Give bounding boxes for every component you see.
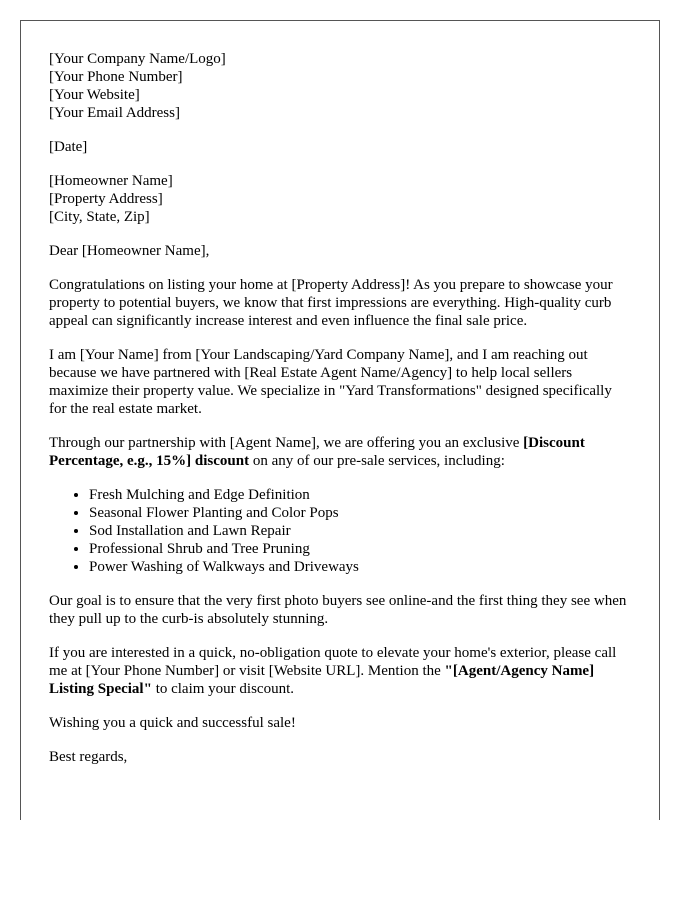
letter-page	[20, 20, 660, 820]
wish-paragraph: Wishing you a quick and successful sale!	[49, 715, 296, 731]
goal-paragraph: Our goal is to ensure that the very first photo buyers see online-and the first thing they see when they pull up to the curb-is absolutely stunning.	[49, 593, 627, 627]
closing: Best regards,	[49, 749, 128, 765]
intro-paragraph: Congratulations on listing your home at [Property Address]! As you prepare to showcase your property to potential buyers, we know that first impressions are everything. High-quality curb appeal can significantly increase interest and even influence the final sale price.	[49, 277, 613, 329]
cta-text-start: If you are interested in a quick, no-obligation quote to elevate your home's exterior, please call me at [Your Phone Number] or visit [Website URL]. Mention the	[49, 645, 617, 679]
service-item: • Sod Installation and Lawn Repair	[89, 522, 629, 540]
offer-text-end: on any of our pre-sale services, including:	[249, 453, 505, 469]
discount-highlight: [Discount Percentage, e.g., 15%] discount	[49, 435, 585, 469]
recipient-name: [Homeowner Name]	[49, 173, 173, 189]
listing-special-highlight: "[Agent/Agency Name] Listing Special"	[49, 663, 595, 697]
services-list	[49, 486, 629, 576]
sender-email: [Your Email Address]	[49, 105, 180, 121]
service-item: • Power Washing of Walkways and Driveways	[89, 558, 629, 576]
salutation: Dear [Homeowner Name],	[49, 243, 210, 259]
offer-text-start: Through our partnership with [Agent Name], we are offering you an exclusive	[49, 435, 524, 451]
service-item: • Professional Shrub and Tree Pruning	[89, 540, 629, 558]
recipient-city-state-zip: [City, State, Zip]	[49, 209, 150, 225]
sender-phone: [Your Phone Number]	[49, 69, 183, 85]
sender-company: [Your Company Name/Logo]	[49, 51, 226, 67]
recipient-block	[49, 172, 629, 226]
cta-text-end: to claim your discount.	[151, 681, 294, 697]
offer-paragraph	[49, 434, 629, 470]
letter-content	[49, 50, 629, 782]
service-item: • Seasonal Flower Planting and Color Pops	[89, 504, 629, 522]
service-item: • Fresh Mulching and Edge Definition	[89, 486, 629, 504]
sender-block	[49, 50, 629, 122]
letter-date: [Date]	[49, 139, 88, 155]
cta-paragraph	[49, 644, 629, 698]
recipient-address: [Property Address]	[49, 191, 163, 207]
sender-website: [Your Website]	[49, 87, 140, 103]
about-paragraph: I am [Your Name] from [Your Landscaping/Yard Company Name], and I am reaching out because we have partnered with [Real Estate Agent Name/Agency] to help local sellers maximize their property value. We specialize in "Yard Transformations" designed specifically for the real estate market.	[49, 347, 612, 417]
date-block	[49, 138, 629, 156]
